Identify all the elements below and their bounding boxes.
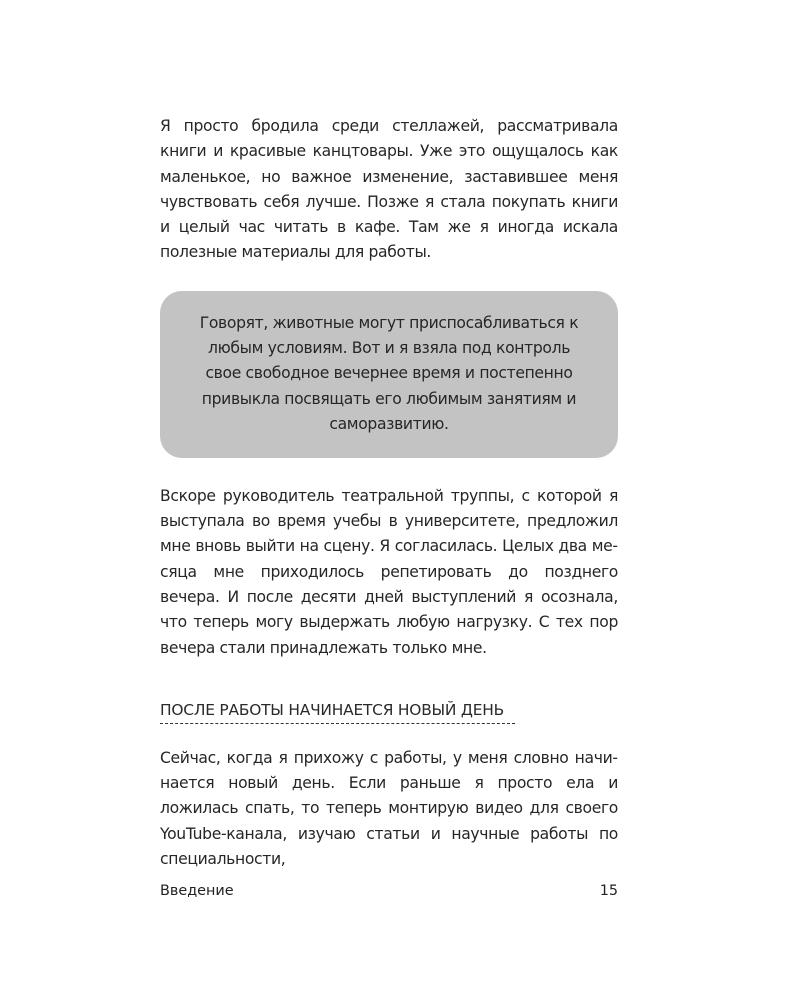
body-paragraph: Я просто бродила среди стеллажей, рассматривала книги и красивые канцтовары. Уже это ощущалось как маленькое, но важное изменение, заставившее меня чувствовать себя лучше. Позже я стала покупать книги и целый час читать в кафе. Там же я иногда искала полезные материалы для работы. bbox=[160, 117, 618, 262]
page-footer bbox=[160, 880, 618, 902]
page-content bbox=[160, 114, 618, 872]
page-number: 15 bbox=[599, 883, 618, 899]
quote-box bbox=[160, 291, 618, 458]
quote-text: Говорят, животные могут приспосабливаться к любым условиям. Вот и я взяла под контроль свое свободное вечернее время и постепенно привыкла посвящать его любимым занятиям и саморазвитию. bbox=[199, 313, 579, 433]
running-footer-chapter: Введение bbox=[160, 883, 234, 899]
heading-dashed-rule bbox=[160, 723, 515, 724]
section-heading: ПОСЛЕ РАБОТЫ НАЧИНАЕТСЯ НОВЫЙ ДЕНЬ bbox=[160, 700, 505, 719]
body-paragraph: Сейчас, когда я прихожу с работы, у меня словно начинается новый день. Если раньше я просто ела и ложилась спать, то теперь монтирую видео для своего YouTube-канала, изучаю статьи и научные работы по специальности, bbox=[160, 748, 618, 869]
body-paragraph: Вскоре руководитель театральной труппы, с которой я выступала во время учебы в университете, предложил мне вновь выйти на сцену. Я согласилась. Целых два месяца мне приходилось репетировать до позднего вечера. И после десяти дней выступлений я осознала, что теперь могу выдержать любую нагрузку. С тех пор вечера стали принадлежать только мне. bbox=[160, 486, 618, 657]
